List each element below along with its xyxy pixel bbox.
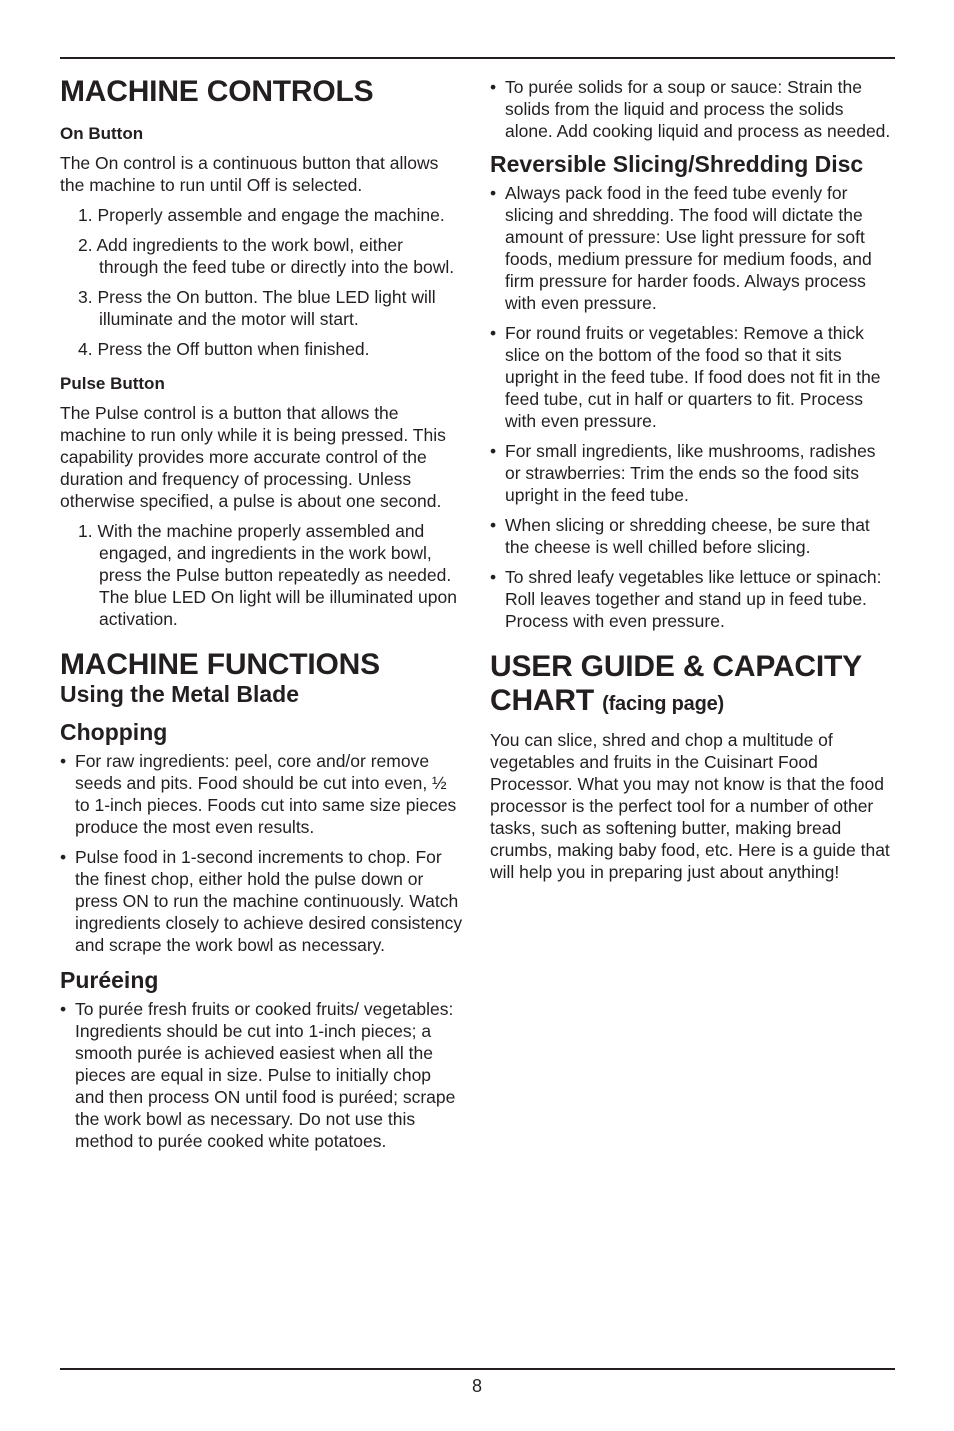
machine-functions-title: MACHINE FUNCTIONS xyxy=(60,648,380,681)
slicing-bullet: • Always pack food in the feed tube evenly for slicing and shredding. The food will dictate the amount of pressure: Use light pressure for soft foods, medium pressure for medium foods, and firm pressure for harder foods. Always process with even pressure. xyxy=(490,182,895,314)
pulse-button-heading: Pulse Button xyxy=(60,374,165,393)
slicing-bullet: • When slicing or shredding cheese, be sure that the cheese is well chilled before slicing. xyxy=(490,514,895,558)
user-guide-title xyxy=(490,650,895,721)
pureeing-heading: Puréeing xyxy=(60,967,159,993)
pureeing-bullets xyxy=(60,998,465,1152)
page-number: 8 xyxy=(471,1376,482,1396)
chopping-heading: Chopping xyxy=(60,719,168,745)
slicing-disc-bullets xyxy=(490,182,895,632)
user-guide-title-line1: USER GUIDE & CAPACITY xyxy=(490,650,862,683)
slicing-disc-heading: Reversible Slicing/Shredding Disc xyxy=(490,151,864,177)
left-column xyxy=(60,72,465,1152)
slicing-bullet: • For round fruits or vegetables: Remove a thick slice on the bottom of the food so that it sits upright in the feed tube. If food does not fit in the feed tube, cut in half or quarters to fit. Process with even pressure. xyxy=(490,322,895,432)
user-guide-text: You can slice, shred and chop a multitude of vegetables and fruits in the Cuisinart Food Processor. What you may not know is that the food processor is the perfect tool for a number of other tasks, such as softening butter, making bread crumbs, making baby food, etc. Here is a guide that will help you in preparing just about anything! xyxy=(490,730,890,882)
slicing-bullet: • For small ingredients, like mushrooms, radishes or strawberries: Trim the ends so the food sits upright in the feed tube. xyxy=(490,440,895,506)
right-column xyxy=(490,76,895,883)
pulse-button-text: The Pulse control is a button that allows the machine to run only while it is being pressed. This capability provides more accurate control of the duration and frequency of processing. Unless otherwise specified, a pulse is about one second. xyxy=(60,403,446,511)
on-step: 1. Properly assemble and engage the machine. xyxy=(78,205,445,225)
chopping-bullet: • Pulse food in 1-second increments to chop. For the finest chop, either hold the pulse down or press ON to run the machine continuously. Watch ingredients closely to achieve desired consistency and scrape the work bowl as necessary. xyxy=(60,846,465,956)
slicing-bullet: • To shred leafy vegetables like lettuce or spinach: Roll leaves together and stand up in feed tube. Process with even pressure. xyxy=(490,566,895,632)
pureeing-bullets-continued xyxy=(490,76,895,142)
user-guide-title-note: (facing page) xyxy=(602,693,724,715)
chopping-bullet: • For raw ingredients: peel, core and/or remove seeds and pits. Food should be cut into even, ½ to 1-inch pieces. Foods cut into same size pieces produce the most even results. xyxy=(60,750,465,838)
pulse-button-steps xyxy=(60,520,465,630)
top-rule xyxy=(60,57,895,59)
on-step: 4. Press the Off button when finished. xyxy=(78,339,370,359)
bottom-rule xyxy=(60,1368,895,1370)
pureeing-bullet: • To purée fresh fruits or cooked fruits/ vegetables: Ingredients should be cut into 1-inch pieces; a smooth purée is achieved easiest when all the pieces are equal in size. Pulse to initially chop and then process ON until food is puréed; scrape the work bowl as necessary. Do not use this method to purée cooked white potatoes. xyxy=(60,998,465,1152)
on-step: 2. Add ingredients to the work bowl, either through the feed tube or directly into the bowl. xyxy=(78,235,455,277)
on-step: 3. Press the On button. The blue LED light will illuminate and the motor will start. xyxy=(78,287,436,329)
user-guide-title-line2: CHART xyxy=(490,684,594,717)
machine-controls-title: MACHINE CONTROLS xyxy=(60,75,374,108)
chopping-bullets xyxy=(60,750,465,956)
pureeing-bullet: • To purée solids for a soup or sauce: Strain the solids from the liquid and process the solids alone. Add cooking liquid and process as needed. xyxy=(490,76,895,142)
on-button-steps xyxy=(60,204,465,360)
on-button-heading: On Button xyxy=(60,124,144,143)
on-button-text: The On control is a continuous button that allows the machine to run until Off is selected. xyxy=(60,153,439,195)
metal-blade-subtitle: Using the Metal Blade xyxy=(60,681,299,707)
pulse-step: 1. With the machine properly assembled and engaged, and ingredients in the work bowl, press the Pulse button repeatedly as needed. The blue LED On light will be illuminated upon activation. xyxy=(78,521,457,629)
